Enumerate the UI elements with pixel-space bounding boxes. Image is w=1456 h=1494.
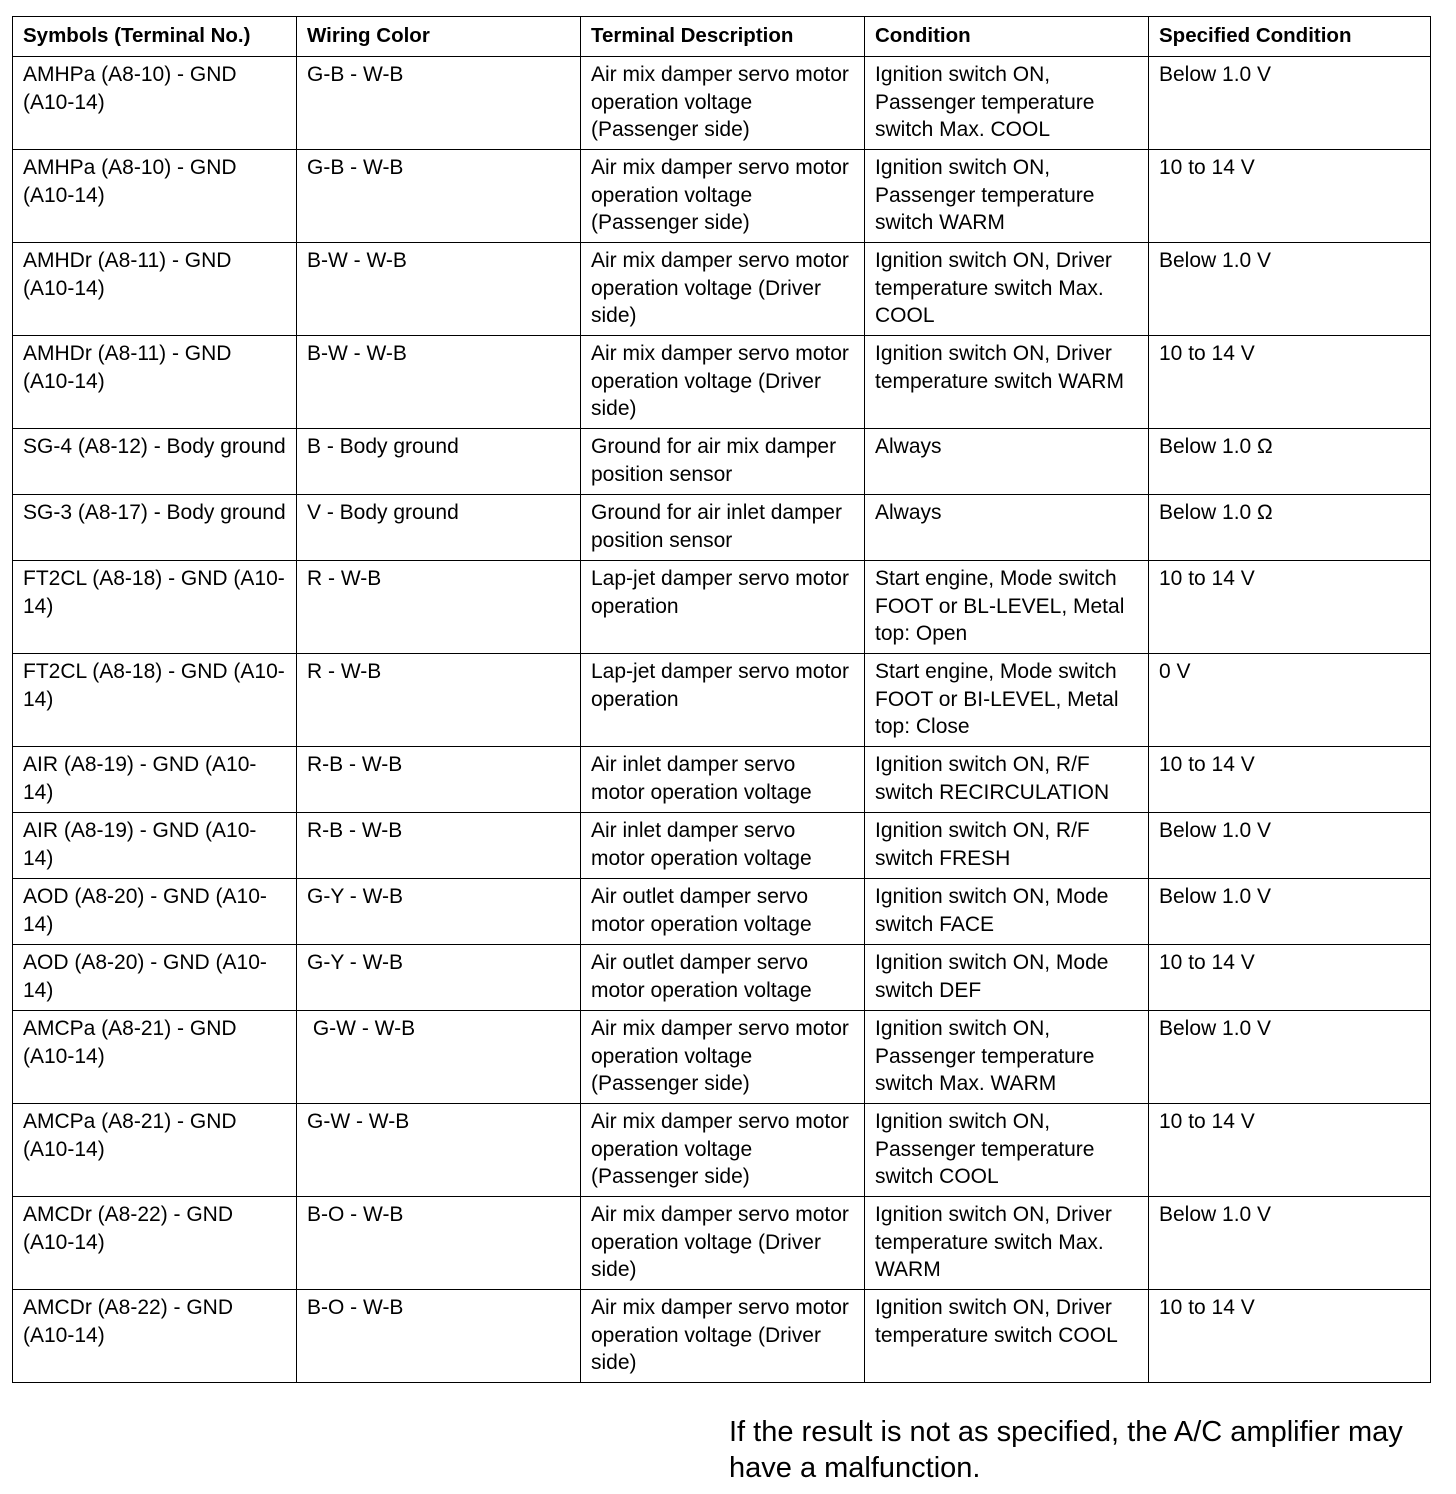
cell-specified: 10 to 14 V — [1149, 561, 1431, 654]
cell-condition: Ignition switch ON, Mode switch FACE — [865, 879, 1149, 945]
cell-condition: Always — [865, 429, 1149, 495]
cell-condition: Ignition switch ON, Driver temperature switch Max. WARM — [865, 1197, 1149, 1290]
cell-condition: Ignition switch ON, Passenger temperature switch Max. WARM — [865, 1011, 1149, 1104]
cell-specified: Below 1.0 Ω — [1149, 429, 1431, 495]
header-symbols: Symbols (Terminal No.) — [13, 17, 297, 57]
cell-wiring-color: G-Y - W-B — [297, 879, 581, 945]
cell-symbol: AIR (A8-19) - GND (A10-14) — [13, 747, 297, 813]
cell-specified: Below 1.0 V — [1149, 879, 1431, 945]
cell-description: Air mix damper servo motor operation voltage (Driver side) — [581, 243, 865, 336]
cell-symbol: FT2CL (A8-18) - GND (A10-14) — [13, 654, 297, 747]
cell-description: Ground for air mix damper position sensor — [581, 429, 865, 495]
cell-description: Air mix damper servo motor operation voltage (Driver side) — [581, 336, 865, 429]
table-row — [13, 747, 1431, 813]
cell-wiring-color: R - W-B — [297, 561, 581, 654]
cell-condition: Ignition switch ON, R/F switch FRESH — [865, 813, 1149, 879]
cell-wiring-color: R-B - W-B — [297, 747, 581, 813]
cell-specified: Below 1.0 V — [1149, 57, 1431, 150]
cell-wiring-color: B-O - W-B — [297, 1197, 581, 1290]
cell-description: Air outlet damper servo motor operation voltage — [581, 879, 865, 945]
cell-symbol: AMCPa (A8-21) - GND (A10-14) — [13, 1011, 297, 1104]
cell-symbol: AIR (A8-19) - GND (A10-14) — [13, 813, 297, 879]
cell-specified: 10 to 14 V — [1149, 336, 1431, 429]
cell-condition: Ignition switch ON, Passenger temperature switch Max. COOL — [865, 57, 1149, 150]
header-condition: Condition — [865, 17, 1149, 57]
table-row — [13, 495, 1431, 561]
cell-wiring-color: V - Body ground — [297, 495, 581, 561]
cell-condition: Ignition switch ON, Driver temperature switch Max. COOL — [865, 243, 1149, 336]
cell-symbol: FT2CL (A8-18) - GND (A10-14) — [13, 561, 297, 654]
cell-symbol: AMHPa (A8-10) - GND (A10-14) — [13, 57, 297, 150]
cell-symbol: AOD (A8-20) - GND (A10-14) — [13, 945, 297, 1011]
cell-description: Air mix damper servo motor operation voltage (Driver side) — [581, 1197, 865, 1290]
cell-specified: Below 1.0 V — [1149, 1011, 1431, 1104]
cell-description: Air inlet damper servo motor operation voltage — [581, 747, 865, 813]
table-row — [13, 1290, 1431, 1383]
table-row — [13, 336, 1431, 429]
malfunction-note: If the result is not as specified, the A/C amplifier may have a malfunction. — [729, 1416, 1403, 1484]
cell-specified: Below 1.0 Ω — [1149, 495, 1431, 561]
cell-wiring-color: R-B - W-B — [297, 813, 581, 879]
cell-condition: Always — [865, 495, 1149, 561]
cell-wiring-color: G-W - W-B — [297, 1104, 581, 1197]
table-row — [13, 945, 1431, 1011]
cell-specified: 0 V — [1149, 654, 1431, 747]
cell-description: Air mix damper servo motor operation voltage (Passenger side) — [581, 1104, 865, 1197]
cell-specified: 10 to 14 V — [1149, 747, 1431, 813]
cell-wiring-color: G-Y - W-B — [297, 945, 581, 1011]
cell-specified: 10 to 14 V — [1149, 1290, 1431, 1383]
cell-symbol: AMHDr (A8-11) - GND (A10-14) — [13, 336, 297, 429]
table-row — [13, 561, 1431, 654]
header-terminal-description: Terminal Description — [581, 17, 865, 57]
cell-description: Air inlet damper servo motor operation voltage — [581, 813, 865, 879]
cell-description: Air mix damper servo motor operation voltage (Passenger side) — [581, 1011, 865, 1104]
cell-specified: 10 to 14 V — [1149, 150, 1431, 243]
cell-description: Air mix damper servo motor operation voltage (Passenger side) — [581, 57, 865, 150]
table-row — [13, 57, 1431, 150]
cell-wiring-color: B - Body ground — [297, 429, 581, 495]
table-row — [13, 1011, 1431, 1104]
cell-condition: Ignition switch ON, Driver temperature switch WARM — [865, 336, 1149, 429]
cell-condition: Ignition switch ON, R/F switch RECIRCULATION — [865, 747, 1149, 813]
header-specified-condition: Specified Condition — [1149, 17, 1431, 57]
cell-specified: Below 1.0 V — [1149, 1197, 1431, 1290]
cell-condition: Ignition switch ON, Passenger temperature switch COOL — [865, 1104, 1149, 1197]
cell-wiring-color: G-B - W-B — [297, 150, 581, 243]
cell-description: Air outlet damper servo motor operation voltage — [581, 945, 865, 1011]
cell-symbol: AMHPa (A8-10) - GND (A10-14) — [13, 150, 297, 243]
cell-condition: Start engine, Mode switch FOOT or BL-LEVEL, Metal top: Open — [865, 561, 1149, 654]
cell-description: Ground for air inlet damper position sensor — [581, 495, 865, 561]
cell-wiring-color: R - W-B — [297, 654, 581, 747]
table-row — [13, 654, 1431, 747]
cell-description: Air mix damper servo motor operation voltage (Passenger side) — [581, 150, 865, 243]
table-row — [13, 879, 1431, 945]
cell-wiring-color: B-W - W-B — [297, 243, 581, 336]
table-row — [13, 150, 1431, 243]
cell-condition: Ignition switch ON, Driver temperature switch COOL — [865, 1290, 1149, 1383]
cell-symbol: AMCDr (A8-22) - GND (A10-14) — [13, 1290, 297, 1383]
cell-wiring-color: B-W - W-B — [297, 336, 581, 429]
cell-wiring-color: G-W - W-B — [297, 1011, 581, 1104]
cell-symbol: AMCPa (A8-21) - GND (A10-14) — [13, 1104, 297, 1197]
table-row — [13, 813, 1431, 879]
cell-symbol: AOD (A8-20) - GND (A10-14) — [13, 879, 297, 945]
header-wiring-color: Wiring Color — [297, 17, 581, 57]
cell-specified: Below 1.0 V — [1149, 243, 1431, 336]
cell-wiring-color: G-B - W-B — [297, 57, 581, 150]
table-row — [13, 1197, 1431, 1290]
cell-symbol: SG-4 (A8-12) - Body ground — [13, 429, 297, 495]
header-row — [13, 17, 1431, 57]
table-row — [13, 429, 1431, 495]
table-row — [13, 1104, 1431, 1197]
cell-wiring-color: B-O - W-B — [297, 1290, 581, 1383]
terminal-spec-table — [12, 16, 1431, 1383]
cell-condition: Start engine, Mode switch FOOT or BI-LEVEL, Metal top: Close — [865, 654, 1149, 747]
cell-description: Lap-jet damper servo motor operation — [581, 654, 865, 747]
table-row — [13, 243, 1431, 336]
cell-specified: 10 to 14 V — [1149, 945, 1431, 1011]
cell-symbol: AMCDr (A8-22) - GND (A10-14) — [13, 1197, 297, 1290]
cell-symbol: AMHDr (A8-11) - GND (A10-14) — [13, 243, 297, 336]
cell-specified: 10 to 14 V — [1149, 1104, 1431, 1197]
cell-condition: Ignition switch ON, Passenger temperature switch WARM — [865, 150, 1149, 243]
cell-description: Lap-jet damper servo motor operation — [581, 561, 865, 654]
cell-specified: Below 1.0 V — [1149, 813, 1431, 879]
cell-symbol: SG-3 (A8-17) - Body ground — [13, 495, 297, 561]
cell-description: Air mix damper servo motor operation voltage (Driver side) — [581, 1290, 865, 1383]
cell-condition: Ignition switch ON, Mode switch DEF — [865, 945, 1149, 1011]
